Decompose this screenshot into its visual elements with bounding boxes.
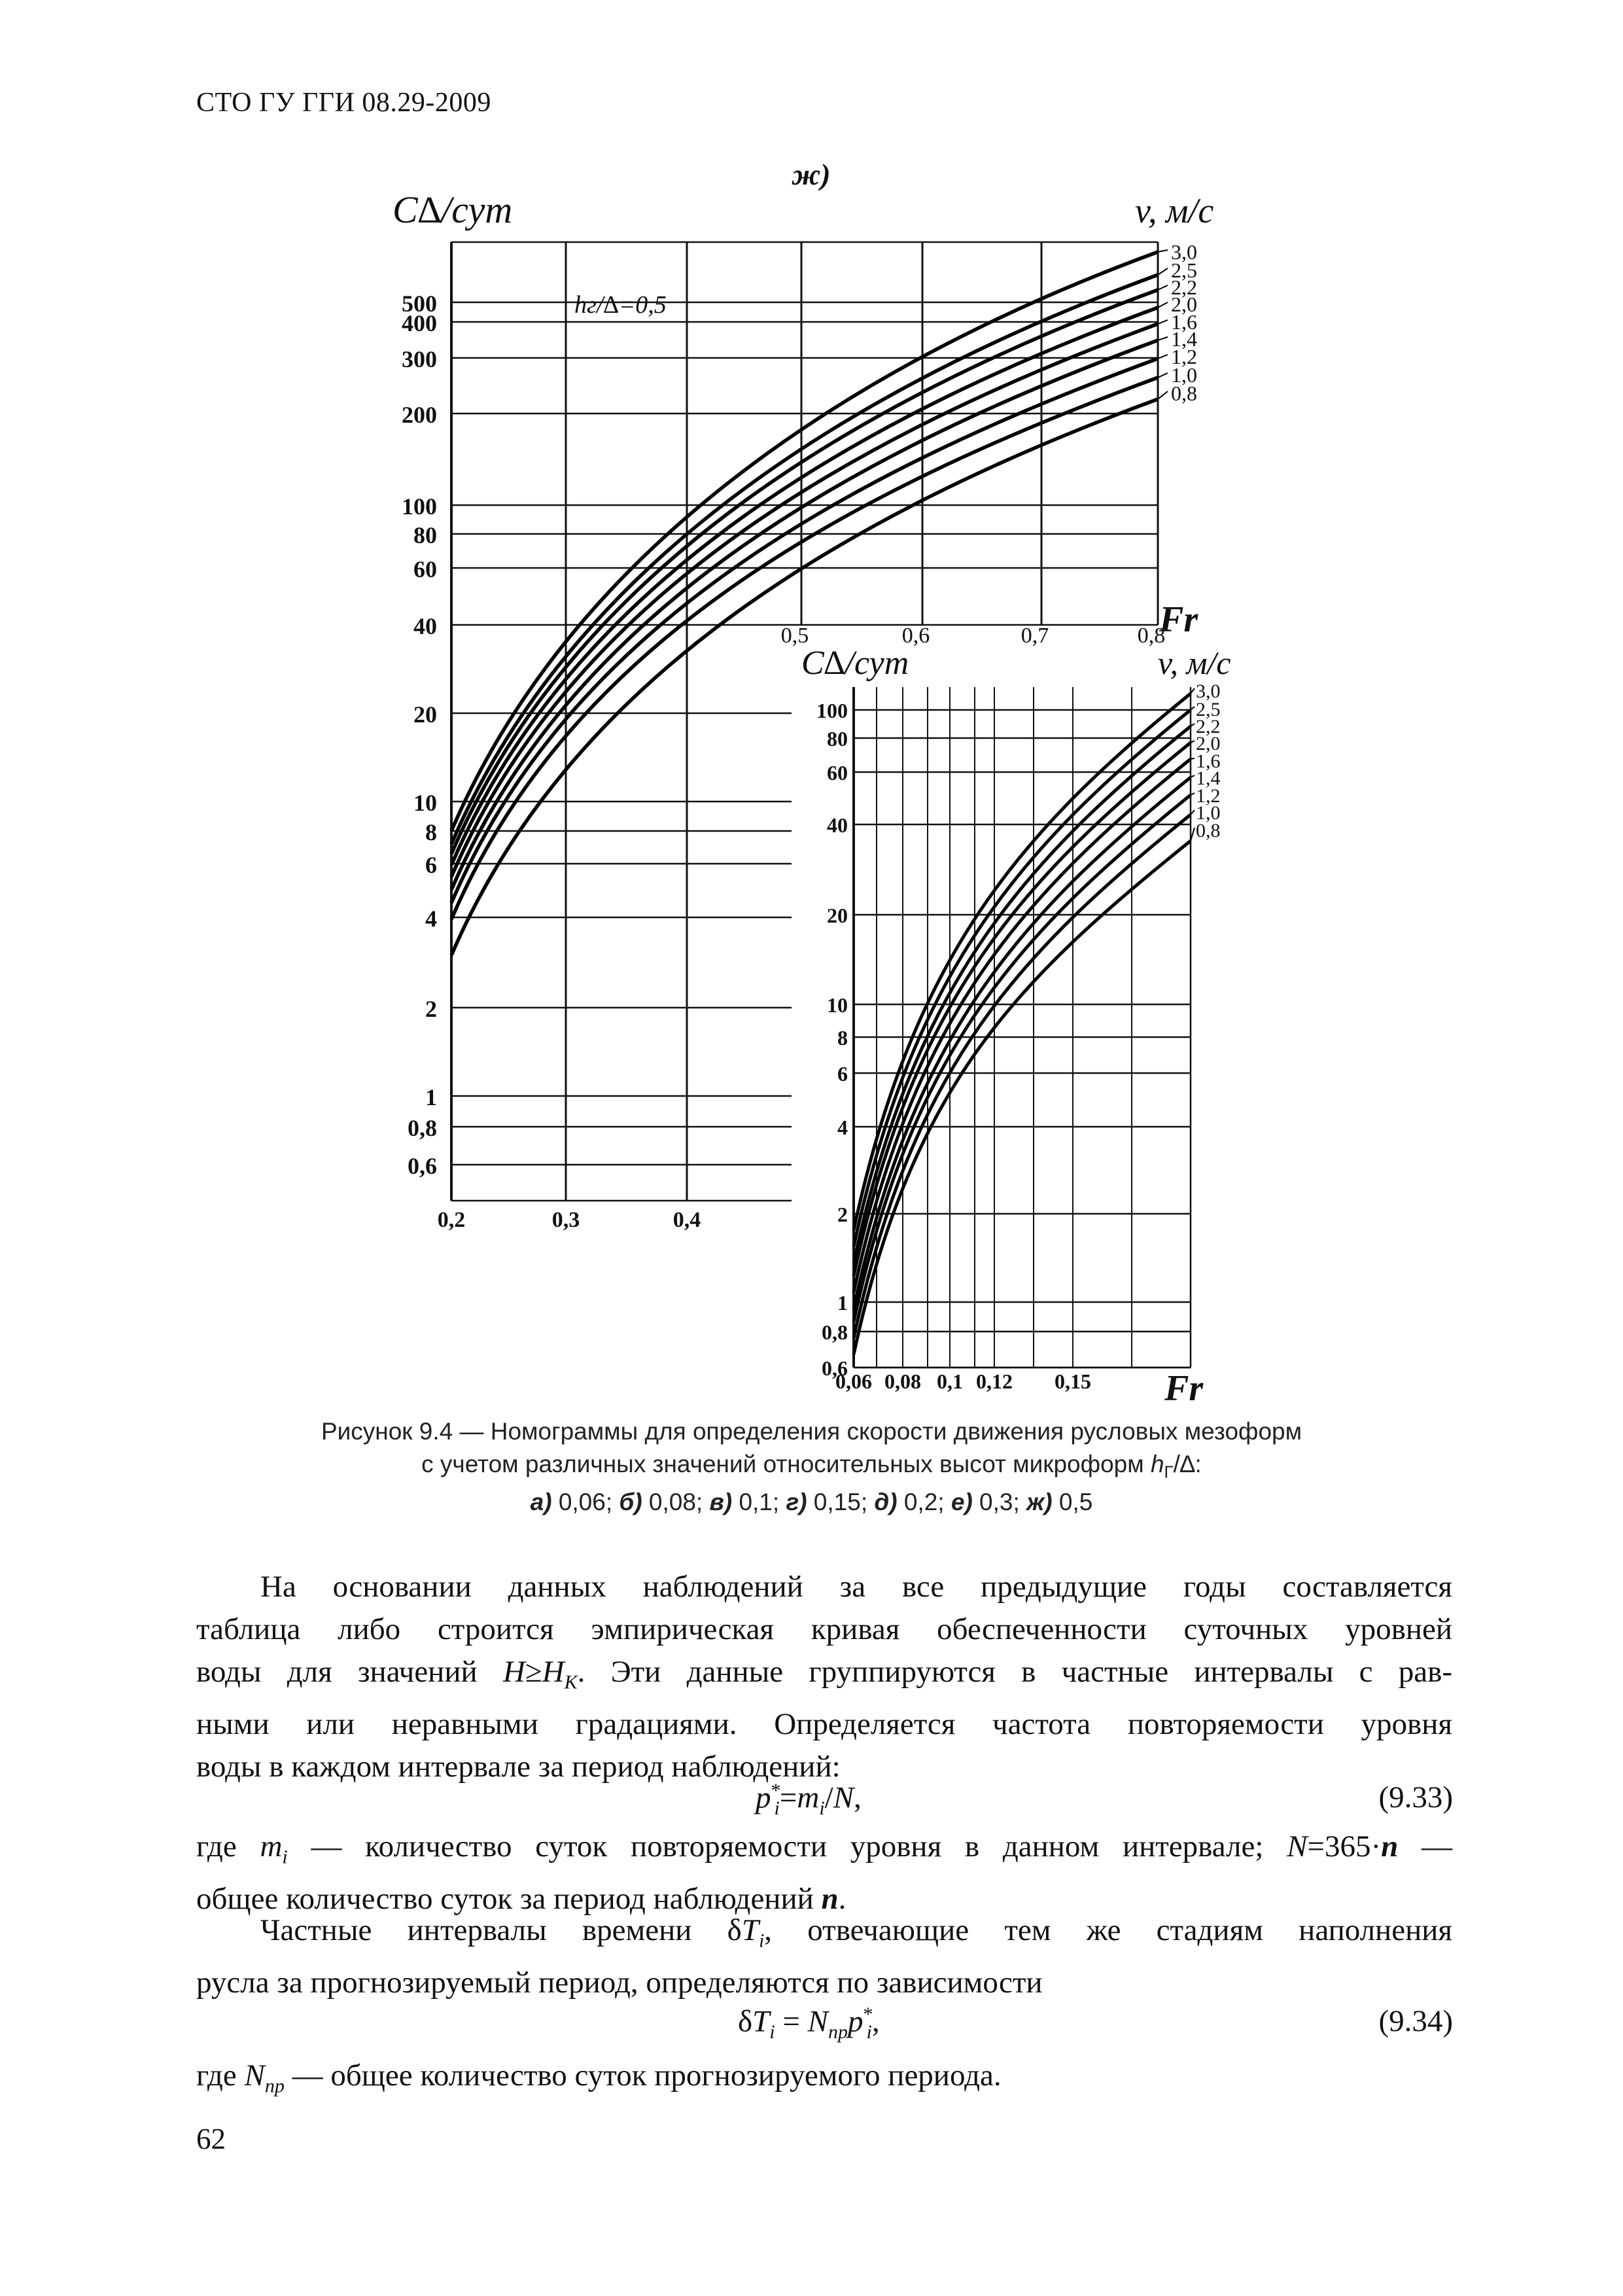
inset-velocity-label: 1,0 xyxy=(1196,802,1221,824)
main-x-tick-label: 0,6 xyxy=(901,624,930,648)
main-velocity-label: 1,0 xyxy=(1171,363,1197,387)
inset-y-tick-label: 2 xyxy=(837,1203,848,1226)
main-y-tick-label: 2 xyxy=(425,996,437,1022)
inset-y-tick-label: 0,6 xyxy=(822,1356,848,1380)
text-line: таблица либо строится эмпирическая кривая обеспеченности суточных уровней xyxy=(196,1612,1452,1646)
curve-leader xyxy=(1158,250,1168,252)
inset-x-tick-label: 0,06 xyxy=(835,1369,872,1393)
main-x-axis-label: Fr xyxy=(1159,599,1198,640)
inset-velocity-label: 0,8 xyxy=(1196,820,1221,841)
figure-caption-line1: Рисунок 9.4 — Номограммы для определения скорости движения русловых мезоформ xyxy=(321,1418,1302,1445)
inset-x-tick-label: 0,15 xyxy=(1055,1369,1091,1393)
inset-y-tick-label: 6 xyxy=(837,1062,848,1086)
main-y-tick-label: 6 xyxy=(425,852,437,878)
inset-v-label: v, м/с xyxy=(1158,645,1231,681)
text-line: На основании данных наблюдений за все предыдущие годы составляется xyxy=(260,1570,1452,1604)
main-velocity-label: 3,0 xyxy=(1171,240,1197,264)
inset-y-tick-label: 10 xyxy=(827,993,848,1017)
text-line: Частные интервалы времени $\delta T_i$, отвечающие тем же стадиям наполнения xyxy=(260,1913,1452,1952)
text-line: общее количество суток за период наблюдений n. xyxy=(196,1882,846,1916)
main-velocity-label: 1,2 xyxy=(1171,345,1197,368)
main-y-tick-label: 0,6 xyxy=(408,1153,437,1179)
main-y-tick-label: 60 xyxy=(413,556,437,582)
inset-y-tick-label: 100 xyxy=(816,699,848,722)
main-y-tick-label: 4 xyxy=(425,906,437,932)
main-y-tick-label: 100 xyxy=(402,493,437,520)
text-line: ными или неравными градациями. Определяется частота повторяемости уровня xyxy=(196,1707,1452,1742)
inset-velocity-label: 1,6 xyxy=(1196,751,1221,772)
main-y-tick-label: 300 xyxy=(402,346,437,372)
equation-9-34: $\delta T_i = N_{пр}p^*_i$, xyxy=(738,2004,880,2043)
main-v-label: v, м/с xyxy=(1135,191,1214,230)
inset-x-tick-label: 0,12 xyxy=(976,1369,1013,1393)
main-velocity-label: 1,6 xyxy=(1171,310,1197,334)
main-x-tick-label: 0,2 xyxy=(437,1208,466,1232)
paragraph-2 xyxy=(196,1826,1452,1920)
inset-y-tick-label: 0,8 xyxy=(822,1320,848,1344)
curve-leader xyxy=(1158,285,1168,290)
main-x-tick-label: 0,3 xyxy=(551,1208,580,1232)
text-line: воды для значений $H\ge H_K$. Эти данные группируются в частные интервалы с рав- xyxy=(196,1655,1452,1693)
figure-caption-line2: с учетом различных значений относительных высот микроформ $h_Г/\Delta$: xyxy=(421,1451,1202,1482)
inset-velocity-label: 3,0 xyxy=(1196,680,1221,702)
paragraph-3 xyxy=(196,1909,1452,2004)
paragraph-1 xyxy=(196,1566,1452,1788)
inset-y-tick-label: 40 xyxy=(827,813,848,837)
main-y-tick-label: 0,8 xyxy=(408,1115,437,1141)
inset-velocity-label: 1,2 xyxy=(1196,785,1221,807)
text-line: воды в каждом интервале за период наблюдений: xyxy=(196,1750,841,1784)
curve-leader xyxy=(1158,337,1168,340)
equation-number: (9.33) xyxy=(1378,1780,1453,1814)
main-velocity-label: 0,8 xyxy=(1171,381,1197,405)
curve-leader xyxy=(1158,355,1168,359)
main-y-axis-label: C∆/сут xyxy=(393,188,513,231)
curve-leader xyxy=(1158,302,1168,308)
inset-y-tick-label: 60 xyxy=(827,761,848,785)
inset-y-tick-label: 4 xyxy=(837,1116,848,1139)
main-y-tick-label: 10 xyxy=(413,790,437,816)
main-y-tick-label: 80 xyxy=(413,522,437,548)
main-param-label: hг/∆=0,5 xyxy=(574,291,667,319)
main-y-tick-label: 8 xyxy=(425,819,437,845)
curve-leader xyxy=(1158,268,1168,275)
main-x-tick-label: 0,7 xyxy=(1021,624,1049,648)
main-y-tick-label: 500 xyxy=(402,291,437,317)
paragraph-4 xyxy=(196,2055,1452,2107)
curve-leader xyxy=(1191,758,1195,759)
curve-leader xyxy=(1158,320,1168,324)
main-y-tick-label: 1 xyxy=(425,1084,437,1110)
inset-y-tick-label: 8 xyxy=(837,1026,848,1050)
text-line: русла за прогнозируемый период, определяются по зависимости xyxy=(196,1966,1043,2000)
inset-y-tick-label: 80 xyxy=(827,727,848,751)
main-velocity-label: 2,2 xyxy=(1171,275,1197,299)
main-y-tick-label: 20 xyxy=(413,701,437,728)
main-y-tick-label: 400 xyxy=(402,310,437,336)
inset-velocity-label: 1,4 xyxy=(1196,768,1221,789)
inset-y-tick-label: 20 xyxy=(827,904,848,927)
equation-number: (9.34) xyxy=(1378,2004,1453,2038)
inset-x-tick-label: 0,08 xyxy=(884,1369,921,1393)
main-y-tick-label: 200 xyxy=(402,402,437,428)
inset-x-axis-label: Fr xyxy=(1164,1368,1204,1407)
inset-x-tick-label: 0,1 xyxy=(937,1369,963,1393)
figure-caption-line3: а) 0,06; б) 0,08; в) 0,1; г) 0,15; д) 0,2; е) 0,3; ж) 0,5 xyxy=(530,1489,1093,1515)
curve-leader xyxy=(1158,373,1168,378)
panel-letter: ж) xyxy=(792,158,831,191)
main-y-tick-label: 40 xyxy=(413,613,437,639)
curve-leader xyxy=(1158,391,1168,399)
main-x-tick-label: 0,8 xyxy=(1137,624,1166,648)
main-x-tick-label: 0,5 xyxy=(780,624,809,648)
inset-velocity-label: 2,5 xyxy=(1196,699,1221,720)
main-velocity-label: 2,0 xyxy=(1171,292,1197,316)
inset-y-tick-label: 1 xyxy=(837,1291,848,1315)
document-code-header: СТО ГУ ГГИ 08.29-2009 xyxy=(196,88,491,118)
inset-y-axis-label: C∆/сут xyxy=(801,645,909,682)
main-x-tick-label: 0,4 xyxy=(672,1208,701,1232)
main-velocity-label: 2,5 xyxy=(1171,258,1197,282)
text-line: где $m_i$ — количество суток повторяемости уровня в данном интервале; N=365·n — xyxy=(196,1829,1452,1868)
main-velocity-label: 1,4 xyxy=(1171,327,1197,351)
inset-velocity-label: 2,2 xyxy=(1196,716,1221,737)
text-line: где $N_{пр}$ — общее количество суток прогнозируемого периода. xyxy=(196,2058,1002,2097)
page-number: 62 xyxy=(196,2123,226,2155)
equation-9-33: $p^*_i=m_i/N$, xyxy=(756,1780,862,1820)
inset-velocity-label: 2,0 xyxy=(1196,733,1221,754)
